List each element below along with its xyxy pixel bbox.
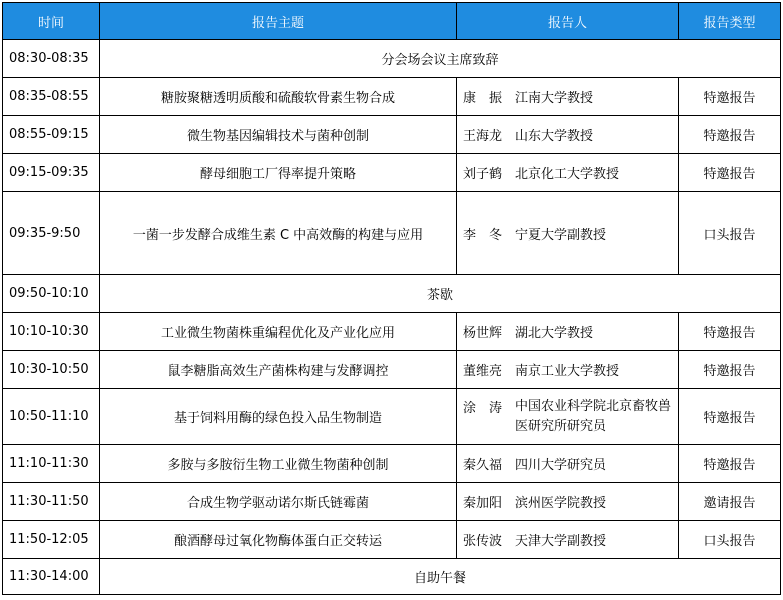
topic-cell: 糖胺聚糖透明质酸和硫酸软骨素生物合成 xyxy=(100,78,457,116)
speaker-name: 王海龙 xyxy=(463,129,503,144)
schedule-table xyxy=(2,2,781,595)
type-cell: 特邀报告 xyxy=(679,313,781,351)
speaker-name: 康 振 xyxy=(463,91,503,106)
speaker-cell xyxy=(457,78,679,116)
time-cell: 08:30-08:35 xyxy=(3,40,100,78)
topic-cell: 基于饲料用酶的绿色投入品生物制造 xyxy=(100,389,457,445)
topic-cell: 合成生物学驱动诺尔斯氏链霉菌 xyxy=(100,483,457,521)
type-cell: 特邀报告 xyxy=(679,351,781,389)
speaker-cell xyxy=(457,483,679,521)
time-cell: 11:50-12:05 xyxy=(3,521,100,559)
speaker-org: 四川大学研究员 xyxy=(515,458,607,473)
topic-cell: 微生物基因编辑技术与菌种创制 xyxy=(100,116,457,154)
time-cell: 08:35-08:55 xyxy=(3,78,100,116)
speaker-cell xyxy=(457,521,679,559)
type-cell: 特邀报告 xyxy=(679,116,781,154)
span-cell: 自助午餐 xyxy=(100,559,781,595)
speaker-cell xyxy=(457,351,679,389)
topic-cell: 鼠李糖脂高效生产菌株构建与发酵调控 xyxy=(100,351,457,389)
speaker-org: 南京工业大学教授 xyxy=(515,364,620,379)
speaker-org: 宁夏大学副教授 xyxy=(515,227,607,243)
time-cell: 11:30-11:50 xyxy=(3,483,100,521)
header-speaker: 报告人 xyxy=(457,3,679,40)
type-cell: 邀请报告 xyxy=(679,483,781,521)
speaker-org: 中国农业科学院北京畜牧兽医研究所研究员 xyxy=(515,398,672,434)
speaker-name: 秦加阳 xyxy=(463,496,503,511)
header-topic: 报告主题 xyxy=(100,3,457,40)
speaker-name: 李 冬 xyxy=(463,227,503,243)
topic-cell: 一菌一步发酵合成维生素 C 中高效酶的构建与应用 xyxy=(100,192,457,275)
table-row xyxy=(3,559,781,595)
speaker-name: 秦久福 xyxy=(463,458,503,473)
speaker-org: 北京化工大学教授 xyxy=(515,167,620,182)
table-row xyxy=(3,313,781,351)
header-type: 报告类型 xyxy=(679,3,781,40)
table-row xyxy=(3,192,781,275)
span-cell: 分会场会议主席致辞 xyxy=(100,40,781,78)
time-cell: 10:50-11:10 xyxy=(3,389,100,445)
speaker-cell xyxy=(457,154,679,192)
speaker-cell xyxy=(457,192,679,275)
topic-cell: 酿酒酵母过氧化物酶体蛋白正交转运 xyxy=(100,521,457,559)
speaker-org: 滨州医学院教授 xyxy=(515,496,607,511)
speaker-name: 董维亮 xyxy=(463,364,503,379)
speaker-org: 天津大学副教授 xyxy=(515,534,607,549)
header-time: 时间 xyxy=(3,3,100,40)
table-row xyxy=(3,521,781,559)
speaker-name: 张传波 xyxy=(463,534,503,549)
type-cell: 口头报告 xyxy=(679,192,781,275)
table-row xyxy=(3,116,781,154)
speaker-name: 刘子鹤 xyxy=(463,167,503,182)
table-row xyxy=(3,389,781,445)
speaker-cell xyxy=(457,445,679,483)
speaker-cell xyxy=(457,389,679,445)
time-cell: 10:30-10:50 xyxy=(3,351,100,389)
type-cell: 口头报告 xyxy=(679,521,781,559)
table-row xyxy=(3,40,781,78)
topic-cell: 工业微生物菌株重编程优化及产业化应用 xyxy=(100,313,457,351)
table-row xyxy=(3,154,781,192)
speaker-name: 杨世辉 xyxy=(463,326,503,341)
time-cell: 10:10-10:30 xyxy=(3,313,100,351)
speaker-org: 山东大学教授 xyxy=(515,129,594,144)
topic-cell: 酵母细胞工厂得率提升策略 xyxy=(100,154,457,192)
table-row xyxy=(3,445,781,483)
type-cell: 特邀报告 xyxy=(679,154,781,192)
time-cell: 11:30-14:00 xyxy=(3,559,100,595)
time-cell: 08:55-09:15 xyxy=(3,116,100,154)
table-row xyxy=(3,483,781,521)
topic-cell: 多胺与多胺衍生物工业微生物菌种创制 xyxy=(100,445,457,483)
speaker-cell xyxy=(457,116,679,154)
type-cell: 特邀报告 xyxy=(679,78,781,116)
table-row xyxy=(3,78,781,116)
table-row xyxy=(3,351,781,389)
time-cell: 09:50-10:10 xyxy=(3,275,100,313)
type-cell: 特邀报告 xyxy=(679,389,781,445)
span-cell: 茶歇 xyxy=(100,275,781,313)
table-row xyxy=(3,275,781,313)
type-cell: 特邀报告 xyxy=(679,445,781,483)
speaker-org: 江南大学教授 xyxy=(515,91,594,106)
time-cell: 11:10-11:30 xyxy=(3,445,100,483)
header-row xyxy=(3,3,781,40)
time-cell: 09:35-9:50 xyxy=(3,192,100,275)
time-cell: 09:15-09:35 xyxy=(3,154,100,192)
speaker-name: 涂 涛 xyxy=(463,400,503,416)
speaker-org: 湖北大学教授 xyxy=(515,326,594,341)
speaker-cell xyxy=(457,313,679,351)
